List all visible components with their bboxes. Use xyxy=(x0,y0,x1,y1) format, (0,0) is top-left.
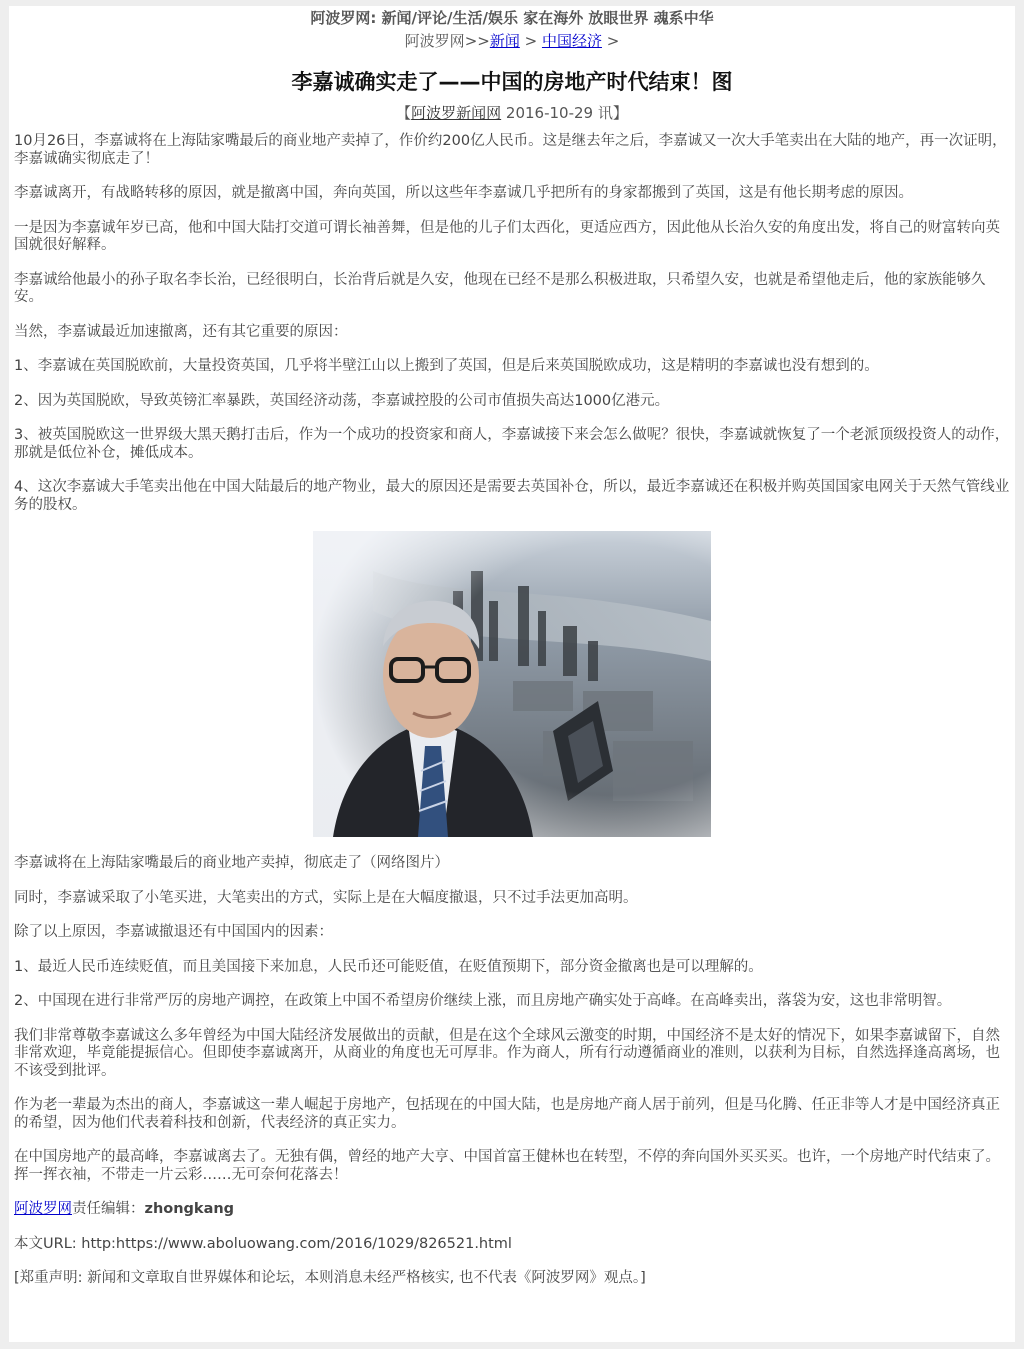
article-photo xyxy=(313,531,711,837)
article-paragraph: 我们非常尊敬李嘉诚这么多年曾经为中国大陆经济发展做出的贡献，但是在这个全球风云激变的时期，中国经济不是太好的情况下，如果李嘉诚留下，自然非常欢迎，毕竟能提振信心。但即使李嘉诚离开，从商业的角度也无可厚非。作为商人，所有行动遵循商业的准则，以获利为目标，自然选择逢高离场，也不该受到批评。 xyxy=(14,1027,1000,1079)
breadcrumb-separator: > xyxy=(601,32,620,50)
article-paragraph: 同时，李嘉诚采取了小笔买进，大笔卖出的方式，实际上是在大幅度撤退，只不过手法更加高明。 xyxy=(14,889,638,906)
breadcrumb-home: 阿波罗网 xyxy=(404,32,465,50)
editor-site-link[interactable]: 阿波罗网 xyxy=(14,1201,72,1217)
editor-label: 责任编辑： xyxy=(72,1201,145,1217)
article-paragraph: 在中国房地产的最高峰，李嘉诚离去了。无独有偶，曾经的地产大亨、中国首富王健林也在转型，不停的奔向国外买买买。也许，一个房地产时代结束了。挥一挥衣袖，不带走一片云彩……无可奈何花落去！ xyxy=(14,1149,1000,1183)
editor-name: zhongkang xyxy=(144,1201,235,1217)
breadcrumb-separator: > xyxy=(519,32,542,50)
article-body xyxy=(9,133,1015,1288)
byline-open: 【 xyxy=(396,104,412,122)
article-paragraph: 作为老一辈最为杰出的商人，李嘉诚这一辈人崛起于房地产，包括现在的中国大陆，也是房地产商人居于前列，但是马化腾、任正非等人才是中国经济真正的希望，因为他们代表着科技和创新，代表经济的真正实力。 xyxy=(14,1097,1000,1131)
article-byline xyxy=(9,104,1015,122)
article-paragraph: 4、这次李嘉诚大手笔卖出他在中国大陆最后的地产物业，最大的原因还是需要去英国补仓，所以，最近李嘉诚还在积极并购英国国家电网关于天然气管线业务的股权。 xyxy=(14,479,1010,513)
disclaimer: [郑重声明: 新闻和文章取自世界媒体和论坛，本则消息未经严格核实, 也不代表《阿波罗网》观点。] xyxy=(14,1270,646,1286)
page-container xyxy=(9,6,1015,1342)
article-paragraph: 2、因为英国脱欧，导致英镑汇率暴跌，英国经济动荡，李嘉诚控股的公司市值损失高达1000亿港元。 xyxy=(14,392,670,409)
article-paragraph: 10月26日，李嘉诚将在上海陆家嘴最后的商业地产卖掉了，作价约200亿人民币。这是继去年之后，李嘉诚又一次大手笔卖出在大陆的地产，再一次证明，李嘉诚确实彻底走了！ xyxy=(14,133,1007,167)
image-caption: 李嘉诚将在上海陆家嘴最后的商业地产卖掉，彻底走了（网络图片） xyxy=(14,855,449,871)
article-url: 本文URL: http:https://www.aboluowang.com/2016/1029/826521.html xyxy=(14,1235,512,1252)
article-paragraph: 李嘉诚离开，有战略转移的原因，就是撤离中国，奔向英国，所以这些年李嘉诚几乎把所有的身家都搬到了英国，这是有他长期考虑的原因。 xyxy=(14,185,913,201)
article-paragraph: 1、李嘉诚在英国脱欧前，大量投资英国，几乎将半壁江山以上搬到了英国，但是后来英国脱欧成功，这是精明的李嘉诚也没有想到的。 xyxy=(14,358,879,374)
breadcrumb xyxy=(9,32,1015,50)
article-paragraph: 一是因为李嘉诚年岁已高，他和中国大陆打交道可谓长袖善舞，但是他的儿子们太西化，更适应西方，因此他从长治久安的角度出发，将自己的财富转向英国就很好解释。 xyxy=(14,219,1000,253)
byline-date: 2016-10-29 讯 xyxy=(501,104,613,122)
article-paragraph: 除了以上原因，李嘉诚撤退还有中国国内的因素： xyxy=(14,924,333,940)
breadcrumb-section-link[interactable]: 中国经济 xyxy=(541,32,602,50)
article-paragraph: 当然，李嘉诚最近加速撤离，还有其它重要的原因： xyxy=(14,323,348,340)
editor-line xyxy=(14,1201,1010,1219)
breadcrumb-news-link[interactable]: 新闻 xyxy=(489,32,520,50)
byline-close: 】 xyxy=(612,104,628,122)
article-paragraph: 李嘉诚给他最小的孙子取名李长治，已经很明白，长治背后就是久安，他现在已经不是那么积极进取，只希望久安，也就是希望他走后，他的家族能够久安。 xyxy=(14,271,986,305)
site-masthead: 阿波罗网: 新闻/评论/生活/娱乐 家在海外 放眼世界 魂系中华 xyxy=(310,9,714,27)
breadcrumb-separator: >> xyxy=(464,32,490,50)
article-paragraph: 3、被英国脱欧这一世界级大黑天鹅打击后，作为一个成功的投资家和商人，李嘉诚接下来会怎么做呢？很快，李嘉诚就恢复了一个老派顶级投资人的动作，那就是低位补仓，摊低成本。 xyxy=(14,427,1010,461)
article-paragraph: 2、中国现在进行非常严厉的房地产调控，在政策上中国不希望房价继续上涨，而且房地产确实处于高峰。在高峰卖出，落袋为安，这也非常明智。 xyxy=(14,993,952,1009)
article-title: 李嘉诚确实走了——中国的房地产时代结束！图 xyxy=(291,70,733,94)
article-paragraph: 1、最近人民币连续贬值，而且美国接下来加息，人民币还可能贬值，在贬值预期下，部分资金撤离也是可以理解的。 xyxy=(14,958,763,975)
article-photo-illustration xyxy=(313,531,711,837)
byline-source-link[interactable]: 阿波罗新闻网 xyxy=(411,104,502,122)
